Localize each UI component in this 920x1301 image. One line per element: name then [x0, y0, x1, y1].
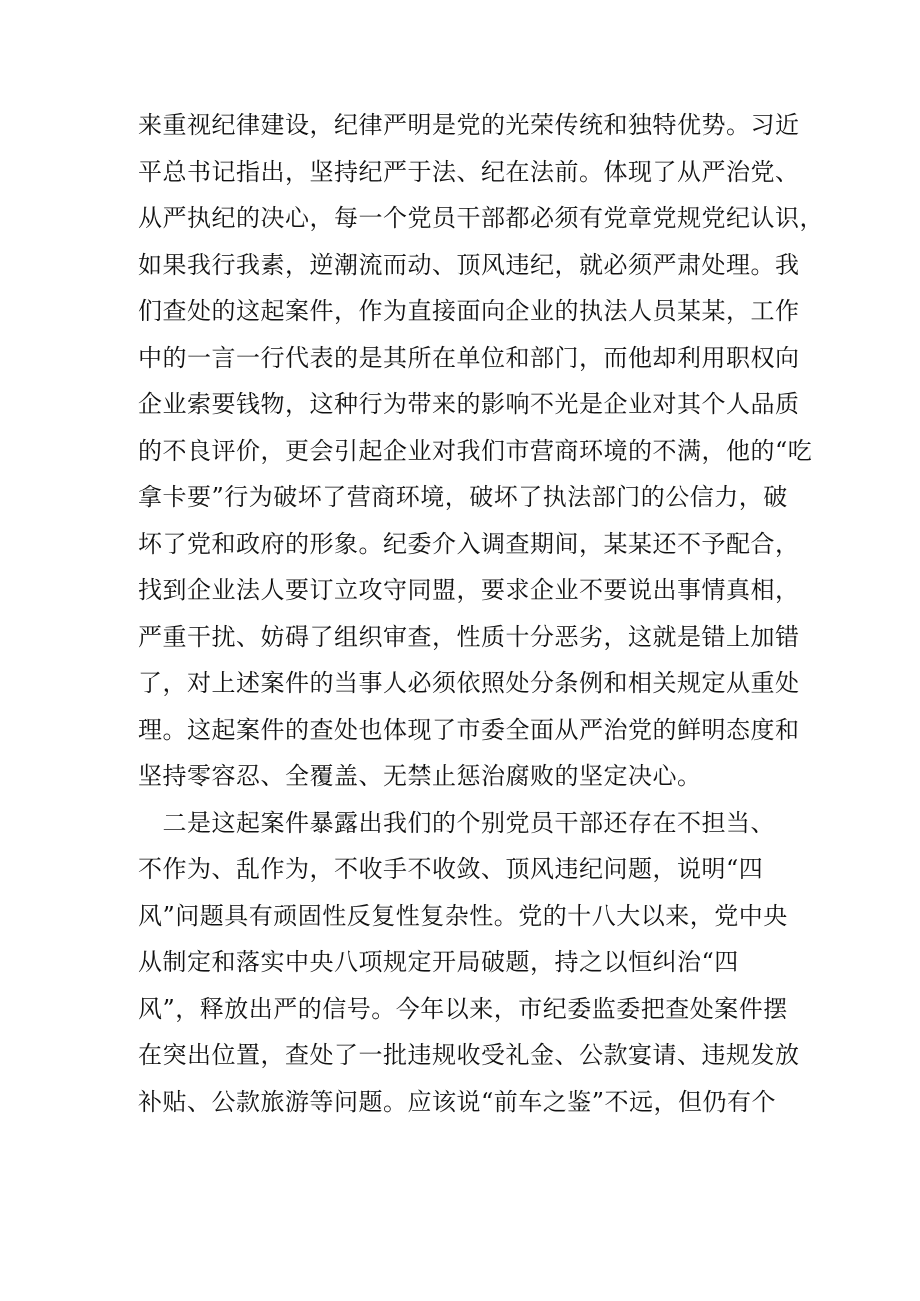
text-line: 理。这起案件的查处也体现了市委全面从严治党的鲜明态度和	[138, 715, 800, 744]
text-line: 们查处的这起案件，作为直接面向企业的执法人员某某，工作	[138, 297, 800, 325]
text-line: 从制定和落实中央八项规定开局破题，持之以恒纠治“四	[138, 948, 739, 976]
text-line: 坚持零容忍、全覆盖、无禁止惩治腐败的坚定决心。	[138, 762, 702, 790]
body-text	[138, 102, 824, 1125]
paragraph-start-line: 二是这起案件暴露出我们的个别党员干部还存在不担当、	[138, 808, 775, 837]
text-line: 不作为、乱作为，不收手不收敛、顶风违纪问题，说明“四	[138, 855, 764, 883]
text-line: 中的一言一行代表的是其所在单位和部门，而他却利用职权向	[138, 343, 800, 372]
text-line: 从严执纪的决心，每一个党员干部都必须有党章党规党纪认识，	[138, 204, 824, 232]
text-line: 来重视纪律建设，纪律严明是党的光荣传统和独特优势。习近	[138, 111, 800, 139]
text-line: 在突出位置，查处了一批违规收受礼金、公款宴请、违规发放	[138, 1041, 800, 1069]
text-line: 坏了党和政府的形象。纪委介入调查期间，某某还不予配合，	[138, 529, 800, 558]
text-line: 的不良评价，更会引起企业对我们市营商环境的不满，他的“吃	[138, 436, 813, 465]
text-line: 风”，释放出严的信号。今年以来，市纪委监委把查处案件摆	[138, 994, 788, 1023]
text-line: 拿卡要”行为破坏了营商环境，破坏了执法部门的公信力，破	[138, 483, 788, 511]
text-line: 平总书记指出，坚持纪严于法、纪在法前。体现了从严治党、	[138, 157, 800, 186]
text-line: 企业索要钱物，这种行为带来的影响不光是企业对其个人品质	[138, 390, 800, 418]
text-line: 风”问题具有顽固性反复性复杂性。党的十八大以来，党中央	[138, 901, 788, 930]
text-line: 找到企业法人要订立攻守同盟，要求企业不要说出事情真相，	[138, 576, 800, 604]
text-line: 补贴、公款旅游等问题。应该说“前车之鉴”不远，但仍有个	[138, 1087, 777, 1116]
text-line: 严重干扰、妨碍了组织审查，性质十分恶劣，这就是错上加错	[138, 622, 800, 651]
text-line: 如果我行我素，逆潮流而动、顶风违纪，就必须严肃处理。我	[138, 250, 800, 279]
text-line: 了，对上述案件的当事人必须依照处分条例和相关规定从重处	[138, 669, 800, 697]
